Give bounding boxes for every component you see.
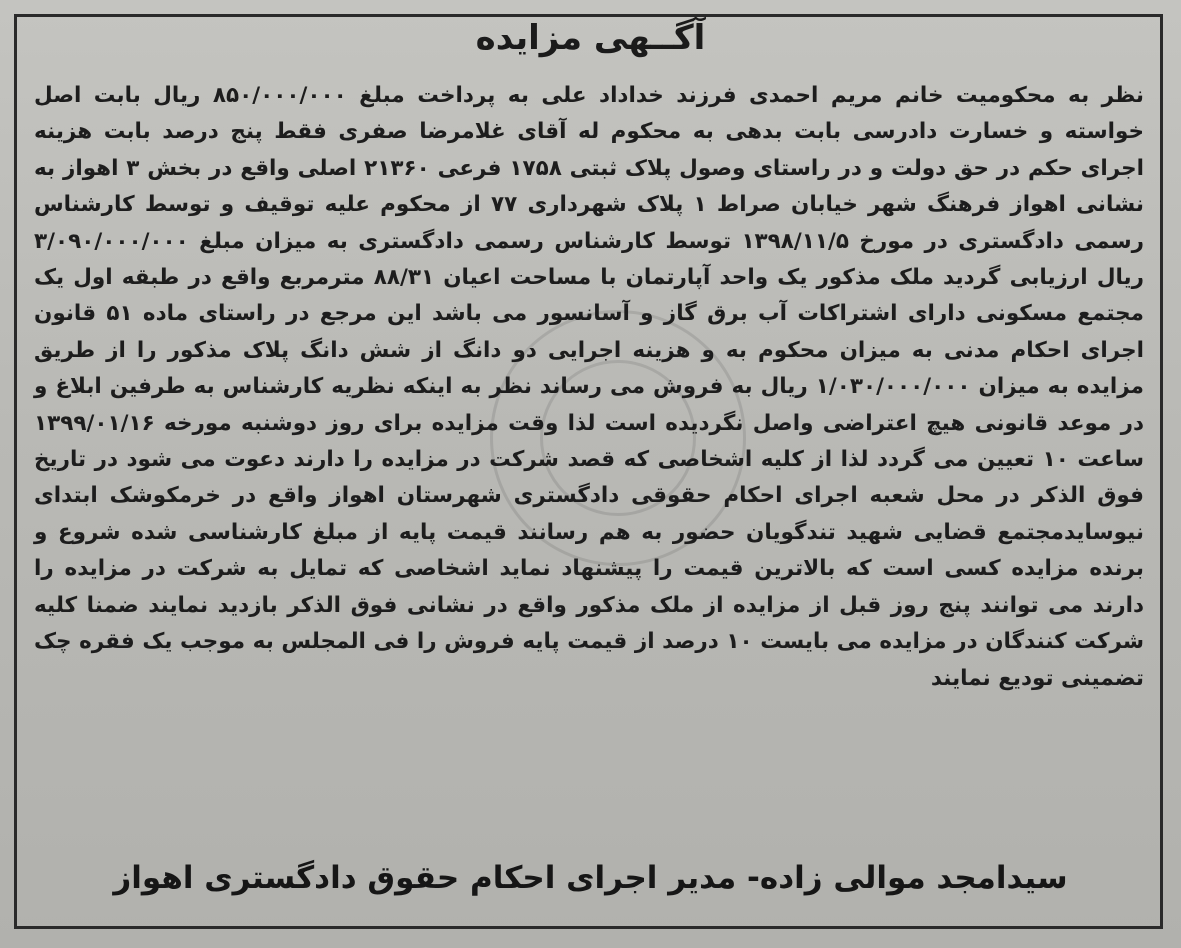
notice-body: نظر به محکومیت خانم مریم احمدی فرزند خداداد علی به پرداخت مبلغ ۸۵۰/۰۰۰/۰۰۰ ریال بابت اصل خواسته و خسارت دادرسی بابت بدهی به محکوم له آقای غلامرضا صفری فقط پنج درصد بابت هزینه اجرای حکم در حق دولت و در راستای وصول پلاک ثبتی ۱۷۵۸ فرعی ۲۱۳۶۰ اصلی واقع در بخش ۳ اهواز به نشانی اهواز فرهنگ شهر خیابان صراط ۱ پلاک شهرداری ۷۷ از محکوم علیه توقیف و توسط کارشناس رسمی دادگستری در مورخ ۱۳۹۸/۱۱/۵ توسط کارشناس رسمی دادگستری به میزان مبلغ ۳/۰۹۰/۰۰۰/۰۰۰ ریال ارزیابی گردید ملک مذکور یک واحد آپارتمان با مساحت اعیان ۸۸/۳۱ مترمربع واقع در طبقه اول یک مجتمع مسکونی دارای اشتراکات آب برق گاز و آسانسور می باشد این مرجع در راستای ماده ۵۱ قانون اجرای احکام مدنی به میزان محکوم به و هزینه اجرایی دو دانگ از شش دانگ پلاک مذکور را از طریق مزایده به میزان ۱/۰۳۰/۰۰۰/۰۰۰ ریال به فروش می رساند نظر به اینکه نظریه کارشناس به طرفین ابلاغ و در موعد قانونی هیچ اعتراضی واصل نگردیده است لذا وقت مزایده برای روز دوشنبه مورخه ۱۳۹۹/۰۱/۱۶ ساعت ۱۰ تعیین می گردد لذا از کلیه اشخاصی که قصد شرکت در مزایده را دارند دعوت می شود در تاریخ فوق الذکر در محل شعبه اجرای احکام حقوقی دادگستری شهرستان اهواز واقع در خرمکوشک ابتدای نیوسایدمجتمع قضایی شهید تندگویان حضور به هم رسانند قیمت پایه از مبلغ کارشناسی شده شروع و برنده مزایده کسی است که بالاترین قیمت را پیشنهاد نماید اشخاصی که تمایل به شرکت در مزایده را دارند می توانند پنج روز قبل از مزایده از ملک مذکور واقع در نشانی فوق الذکر بازدید نمایند ضمنا کلیه شرکت کنندگان در مزایده می بایست ۱۰ درصد از قیمت پایه فروش را فی المجلس به موجب یک فقره چک تضمینی تودیع نمایند — [34, 83, 1145, 691]
notice-signature: سیدامجد موالی زاده- مدیر اجرای احکام حقوق دادگستری اهواز — [113, 860, 1068, 896]
notice-title: آگــهی مزایده — [475, 18, 706, 58]
